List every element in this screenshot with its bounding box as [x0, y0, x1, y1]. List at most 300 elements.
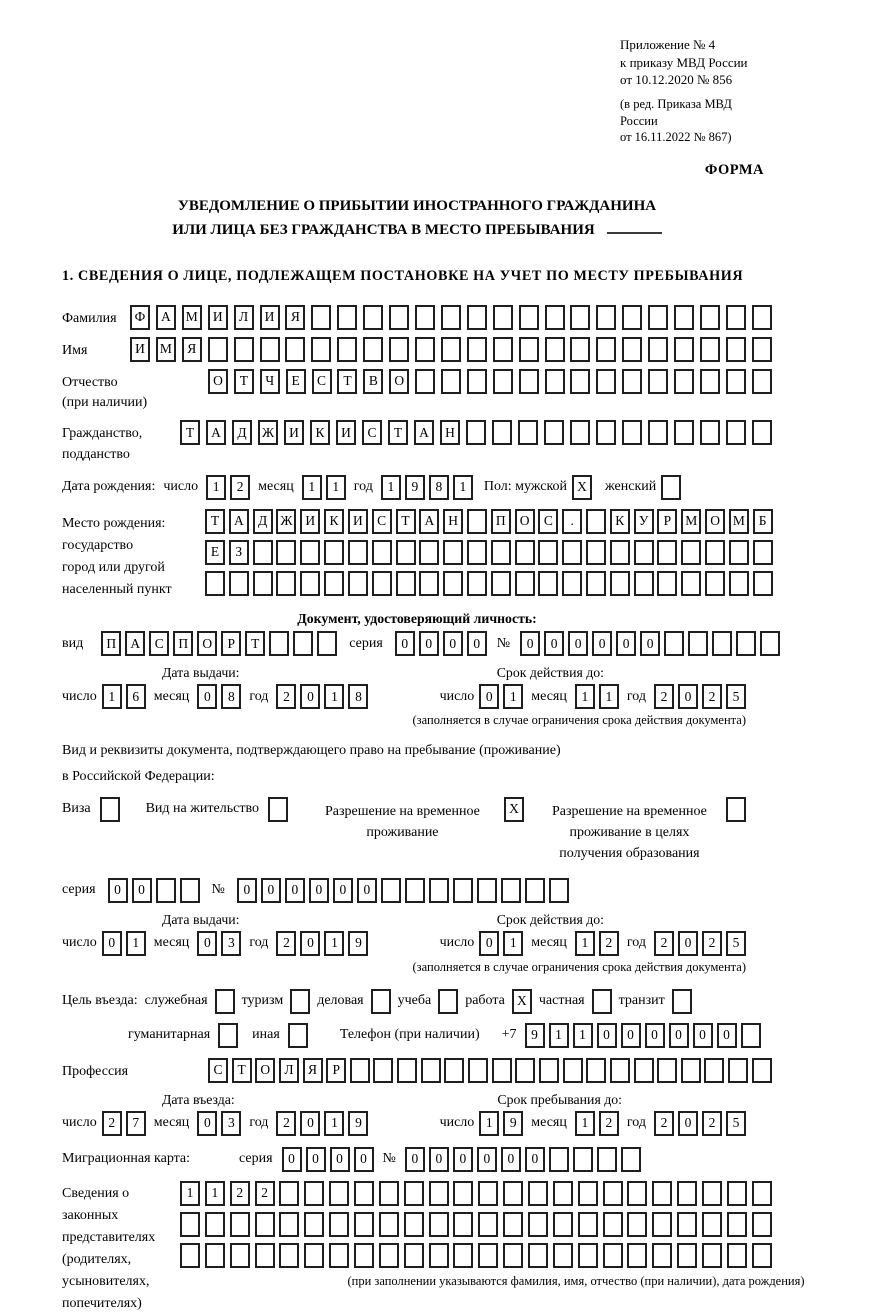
form-cell[interactable]	[702, 1181, 722, 1206]
form-cell[interactable]: 3	[221, 1111, 241, 1136]
form-cell[interactable]: 0	[197, 684, 217, 709]
form-cell[interactable]: Я	[182, 337, 202, 362]
form-cell[interactable]: 1	[453, 475, 473, 500]
form-cell[interactable]	[627, 1212, 647, 1237]
form-cell[interactable]	[300, 540, 320, 565]
form-cell[interactable]	[285, 337, 305, 362]
form-cell[interactable]	[215, 989, 235, 1014]
form-cell[interactable]: 0	[621, 1023, 641, 1048]
form-cell[interactable]: Н	[443, 509, 463, 534]
form-cell[interactable]	[329, 1243, 349, 1268]
form-cell[interactable]	[652, 1243, 672, 1268]
form-cell[interactable]	[578, 1181, 598, 1206]
form-cell[interactable]	[573, 1147, 593, 1172]
form-cell[interactable]	[596, 369, 616, 394]
form-cell[interactable]: 2	[654, 931, 674, 956]
form-cell[interactable]: М	[156, 337, 176, 362]
form-cell[interactable]	[726, 420, 746, 445]
form-cell[interactable]: 0	[395, 631, 415, 656]
form-cell[interactable]: 0	[300, 684, 320, 709]
form-cell[interactable]: И	[348, 509, 368, 534]
form-cell[interactable]: 3	[221, 931, 241, 956]
form-cell[interactable]	[381, 878, 401, 903]
form-cell[interactable]	[180, 1243, 200, 1268]
form-cell[interactable]	[363, 337, 383, 362]
form-cell[interactable]: 0	[479, 684, 499, 709]
form-cell[interactable]: 9	[525, 1023, 545, 1048]
form-cell[interactable]: П	[173, 631, 193, 656]
purpose-other-checkbox[interactable]	[288, 1023, 308, 1048]
form-cell[interactable]	[603, 1243, 623, 1268]
form-cell[interactable]: 0	[333, 878, 353, 903]
form-cell[interactable]	[467, 571, 487, 596]
form-cell[interactable]	[652, 1181, 672, 1206]
form-cell[interactable]	[549, 878, 569, 903]
form-cell[interactable]	[478, 1243, 498, 1268]
form-cell[interactable]	[700, 369, 720, 394]
form-cell[interactable]	[518, 420, 538, 445]
form-cell[interactable]: 2	[276, 1111, 296, 1136]
form-cell[interactable]	[389, 337, 409, 362]
form-cell[interactable]	[363, 305, 383, 330]
form-cell[interactable]: 0	[443, 631, 463, 656]
purpose-work-checkbox[interactable]	[512, 989, 532, 1014]
form-cell[interactable]: 0	[592, 631, 612, 656]
form-cell[interactable]: У	[634, 509, 654, 534]
form-cell[interactable]: О	[705, 509, 725, 534]
form-cell[interactable]	[337, 305, 357, 330]
form-cell[interactable]	[492, 1058, 512, 1083]
form-cell[interactable]: 2	[702, 1111, 722, 1136]
form-cell[interactable]	[441, 305, 461, 330]
form-cell[interactable]	[293, 631, 313, 656]
form-cell[interactable]	[493, 369, 513, 394]
form-cell[interactable]	[467, 369, 487, 394]
form-cell[interactable]	[279, 1212, 299, 1237]
form-cell[interactable]: М	[729, 509, 749, 534]
form-cell[interactable]	[752, 369, 772, 394]
form-cell[interactable]	[329, 1181, 349, 1206]
form-cell[interactable]	[586, 571, 606, 596]
form-cell[interactable]	[429, 1243, 449, 1268]
form-cell[interactable]: 0	[520, 631, 540, 656]
form-cell[interactable]	[553, 1181, 573, 1206]
form-cell[interactable]: С	[312, 369, 332, 394]
form-cell[interactable]: 6	[126, 684, 146, 709]
form-cell[interactable]	[627, 1243, 647, 1268]
form-cell[interactable]: Д	[253, 509, 273, 534]
form-cell[interactable]: 9	[348, 1111, 368, 1136]
form-cell[interactable]: Т	[232, 1058, 252, 1083]
form-cell[interactable]: 1	[479, 1111, 499, 1136]
form-cell[interactable]	[415, 337, 435, 362]
form-cell[interactable]	[180, 1212, 200, 1237]
form-cell[interactable]	[519, 305, 539, 330]
sex-female-checkbox[interactable]	[661, 475, 681, 500]
form-cell[interactable]	[586, 509, 606, 534]
form-cell[interactable]	[491, 571, 511, 596]
form-cell[interactable]	[545, 369, 565, 394]
form-cell[interactable]	[674, 305, 694, 330]
form-cell[interactable]	[269, 631, 289, 656]
form-cell[interactable]	[648, 420, 668, 445]
form-cell[interactable]	[712, 631, 732, 656]
form-cell[interactable]: 0	[678, 931, 698, 956]
form-cell[interactable]: Ж	[276, 509, 296, 534]
form-cell[interactable]	[255, 1243, 275, 1268]
form-cell[interactable]: 0	[419, 631, 439, 656]
form-cell[interactable]: 0	[237, 878, 257, 903]
form-cell[interactable]	[208, 337, 228, 362]
form-cell[interactable]: О	[197, 631, 217, 656]
option-temp-residence-checkbox[interactable]	[504, 797, 524, 822]
form-cell[interactable]: Е	[205, 540, 225, 565]
purpose-humanitarian-checkbox[interactable]	[218, 1023, 238, 1048]
form-cell[interactable]: 1	[180, 1181, 200, 1206]
form-cell[interactable]	[279, 1181, 299, 1206]
form-cell[interactable]: И	[260, 305, 280, 330]
form-cell[interactable]: 2	[230, 475, 250, 500]
form-cell[interactable]: Л	[234, 305, 254, 330]
form-cell[interactable]	[443, 571, 463, 596]
form-cell[interactable]	[372, 571, 392, 596]
form-cell[interactable]: В	[363, 369, 383, 394]
form-cell[interactable]: 0	[108, 878, 128, 903]
form-cell[interactable]	[453, 1181, 473, 1206]
form-cell[interactable]: 0	[300, 931, 320, 956]
option-temp-residence-edu-checkbox[interactable]	[726, 797, 746, 822]
form-cell[interactable]: 0	[544, 631, 564, 656]
sex-male-checkbox[interactable]	[572, 475, 592, 500]
form-cell[interactable]	[205, 1243, 225, 1268]
form-cell[interactable]: 1	[575, 684, 595, 709]
form-cell[interactable]	[586, 540, 606, 565]
form-cell[interactable]	[205, 571, 225, 596]
form-cell[interactable]: Я	[285, 305, 305, 330]
form-cell[interactable]: 2	[276, 684, 296, 709]
form-cell[interactable]	[553, 1243, 573, 1268]
form-cell[interactable]	[493, 337, 513, 362]
form-cell[interactable]	[621, 1147, 641, 1172]
form-cell[interactable]	[304, 1181, 324, 1206]
form-cell[interactable]	[515, 1058, 535, 1083]
form-cell[interactable]	[596, 420, 616, 445]
form-cell[interactable]	[727, 1212, 747, 1237]
form-cell[interactable]	[478, 1212, 498, 1237]
form-cell[interactable]: И	[284, 420, 304, 445]
form-cell[interactable]: 0	[197, 1111, 217, 1136]
form-cell[interactable]	[700, 337, 720, 362]
form-cell[interactable]: 1	[503, 931, 523, 956]
form-cell[interactable]	[453, 1243, 473, 1268]
form-cell[interactable]	[453, 1212, 473, 1237]
form-cell[interactable]	[354, 1243, 374, 1268]
form-cell[interactable]: А	[156, 305, 176, 330]
form-cell[interactable]	[674, 420, 694, 445]
form-cell[interactable]: 5	[726, 931, 746, 956]
form-cell[interactable]	[255, 1212, 275, 1237]
form-cell[interactable]: Т	[245, 631, 265, 656]
form-cell[interactable]: И	[130, 337, 150, 362]
form-cell[interactable]	[492, 420, 512, 445]
form-cell[interactable]: 0	[261, 878, 281, 903]
form-cell[interactable]	[728, 1058, 748, 1083]
form-cell[interactable]: 1	[324, 684, 344, 709]
form-cell[interactable]	[300, 571, 320, 596]
form-cell[interactable]	[705, 571, 725, 596]
form-cell[interactable]	[596, 337, 616, 362]
form-cell[interactable]: А	[125, 631, 145, 656]
form-cell[interactable]: О	[255, 1058, 275, 1083]
form-cell[interactable]	[752, 1058, 772, 1083]
form-cell[interactable]: 1	[324, 931, 344, 956]
option-residence-permit-checkbox[interactable]	[268, 797, 288, 822]
form-cell[interactable]	[354, 1181, 374, 1206]
form-cell[interactable]	[634, 571, 654, 596]
form-cell[interactable]: 0	[282, 1147, 302, 1172]
form-cell[interactable]: И	[336, 420, 356, 445]
form-cell[interactable]	[726, 797, 746, 822]
form-cell[interactable]	[491, 540, 511, 565]
form-cell[interactable]	[563, 1058, 583, 1083]
form-cell[interactable]	[304, 1243, 324, 1268]
form-cell[interactable]	[752, 1243, 772, 1268]
form-cell[interactable]	[429, 1181, 449, 1206]
form-cell[interactable]	[545, 337, 565, 362]
form-cell[interactable]: 1	[126, 931, 146, 956]
form-cell[interactable]	[389, 305, 409, 330]
form-cell[interactable]	[466, 420, 486, 445]
form-cell[interactable]	[477, 878, 497, 903]
form-cell[interactable]: 1	[102, 684, 122, 709]
form-cell[interactable]	[348, 571, 368, 596]
form-cell[interactable]	[253, 540, 273, 565]
form-cell[interactable]: Т	[388, 420, 408, 445]
form-cell[interactable]	[727, 1243, 747, 1268]
form-cell[interactable]	[205, 1212, 225, 1237]
form-cell[interactable]: 1	[575, 1111, 595, 1136]
form-cell[interactable]: Р	[326, 1058, 346, 1083]
form-cell[interactable]	[438, 989, 458, 1014]
form-cell[interactable]	[752, 420, 772, 445]
form-cell[interactable]	[596, 305, 616, 330]
form-cell[interactable]: 0	[693, 1023, 713, 1048]
form-cell[interactable]: 0	[132, 878, 152, 903]
form-cell[interactable]	[538, 540, 558, 565]
form-cell[interactable]	[562, 540, 582, 565]
form-cell[interactable]	[741, 1023, 761, 1048]
form-cell[interactable]	[700, 420, 720, 445]
form-cell[interactable]	[586, 1058, 606, 1083]
form-cell[interactable]	[704, 1058, 724, 1083]
form-cell[interactable]	[570, 305, 590, 330]
form-cell[interactable]	[622, 305, 642, 330]
form-cell[interactable]	[677, 1212, 697, 1237]
form-cell[interactable]	[311, 305, 331, 330]
option-visa-checkbox[interactable]	[100, 797, 120, 822]
form-cell[interactable]: X	[572, 475, 592, 500]
form-cell[interactable]: 2	[654, 684, 674, 709]
form-cell[interactable]: 0	[477, 1147, 497, 1172]
form-cell[interactable]: 0	[717, 1023, 737, 1048]
form-cell[interactable]	[726, 369, 746, 394]
form-cell[interactable]	[372, 540, 392, 565]
form-cell[interactable]: Т	[180, 420, 200, 445]
form-cell[interactable]	[657, 540, 677, 565]
form-cell[interactable]	[545, 305, 565, 330]
form-cell[interactable]	[290, 989, 310, 1014]
form-cell[interactable]: 5	[726, 684, 746, 709]
form-cell[interactable]: 1	[599, 684, 619, 709]
form-cell[interactable]	[627, 1181, 647, 1206]
form-cell[interactable]	[279, 1243, 299, 1268]
form-cell[interactable]	[610, 571, 630, 596]
form-cell[interactable]: 1	[503, 684, 523, 709]
form-cell[interactable]: 0	[669, 1023, 689, 1048]
form-cell[interactable]	[348, 540, 368, 565]
form-cell[interactable]: 2	[599, 931, 619, 956]
form-cell[interactable]: 1	[206, 475, 226, 500]
form-cell[interactable]: 2	[702, 931, 722, 956]
form-cell[interactable]	[677, 1243, 697, 1268]
form-cell[interactable]	[674, 337, 694, 362]
form-cell[interactable]	[657, 571, 677, 596]
form-cell[interactable]: С	[208, 1058, 228, 1083]
form-cell[interactable]	[419, 571, 439, 596]
form-cell[interactable]	[705, 540, 725, 565]
form-cell[interactable]	[539, 1058, 559, 1083]
form-cell[interactable]	[648, 369, 668, 394]
form-cell[interactable]	[443, 540, 463, 565]
form-cell[interactable]	[329, 1212, 349, 1237]
form-cell[interactable]	[664, 631, 684, 656]
form-cell[interactable]	[229, 571, 249, 596]
form-cell[interactable]	[553, 1212, 573, 1237]
form-cell[interactable]	[562, 571, 582, 596]
form-cell[interactable]	[610, 540, 630, 565]
form-cell[interactable]: 0	[300, 1111, 320, 1136]
form-cell[interactable]	[736, 631, 756, 656]
form-cell[interactable]	[429, 878, 449, 903]
form-cell[interactable]	[603, 1212, 623, 1237]
form-cell[interactable]	[700, 305, 720, 330]
form-cell[interactable]	[528, 1181, 548, 1206]
form-cell[interactable]	[657, 1058, 677, 1083]
purpose-private-checkbox[interactable]	[592, 989, 612, 1014]
form-cell[interactable]: X	[512, 989, 532, 1014]
form-cell[interactable]: 0	[479, 931, 499, 956]
purpose-transit-checkbox[interactable]	[672, 989, 692, 1014]
form-cell[interactable]	[727, 1181, 747, 1206]
form-cell[interactable]: 2	[599, 1111, 619, 1136]
form-cell[interactable]	[702, 1212, 722, 1237]
form-cell[interactable]: 2	[276, 931, 296, 956]
form-cell[interactable]	[648, 337, 668, 362]
form-cell[interactable]: 1	[381, 475, 401, 500]
form-cell[interactable]	[578, 1212, 598, 1237]
form-cell[interactable]	[610, 1058, 630, 1083]
form-cell[interactable]: 2	[702, 684, 722, 709]
form-cell[interactable]	[674, 369, 694, 394]
form-cell[interactable]: 0	[453, 1147, 473, 1172]
form-cell[interactable]: Ж	[258, 420, 278, 445]
form-cell[interactable]: 0	[501, 1147, 521, 1172]
form-cell[interactable]	[156, 878, 176, 903]
form-cell[interactable]: X	[504, 797, 524, 822]
form-cell[interactable]	[592, 989, 612, 1014]
form-cell[interactable]	[421, 1058, 441, 1083]
form-cell[interactable]	[288, 1023, 308, 1048]
form-cell[interactable]: К	[310, 420, 330, 445]
form-cell[interactable]	[544, 420, 564, 445]
form-cell[interactable]: Ф	[130, 305, 150, 330]
form-cell[interactable]	[379, 1181, 399, 1206]
form-cell[interactable]	[467, 305, 487, 330]
form-cell[interactable]	[230, 1212, 250, 1237]
form-cell[interactable]	[752, 337, 772, 362]
form-cell[interactable]: 0	[640, 631, 660, 656]
form-cell[interactable]	[753, 540, 773, 565]
form-cell[interactable]	[100, 797, 120, 822]
form-cell[interactable]	[578, 1243, 598, 1268]
form-cell[interactable]	[503, 1243, 523, 1268]
form-cell[interactable]	[753, 571, 773, 596]
form-cell[interactable]	[467, 540, 487, 565]
form-cell[interactable]: О	[389, 369, 409, 394]
form-cell[interactable]	[503, 1181, 523, 1206]
form-cell[interactable]: Т	[234, 369, 254, 394]
form-cell[interactable]	[324, 571, 344, 596]
form-cell[interactable]	[681, 571, 701, 596]
form-cell[interactable]: С	[372, 509, 392, 534]
form-cell[interactable]: 2	[230, 1181, 250, 1206]
form-cell[interactable]	[519, 337, 539, 362]
form-cell[interactable]: 2	[654, 1111, 674, 1136]
form-cell[interactable]	[253, 571, 273, 596]
form-cell[interactable]	[396, 571, 416, 596]
form-cell[interactable]: 1	[324, 1111, 344, 1136]
form-cell[interactable]	[622, 337, 642, 362]
form-cell[interactable]: М	[681, 509, 701, 534]
form-cell[interactable]	[276, 540, 296, 565]
form-cell[interactable]: М	[182, 305, 202, 330]
form-cell[interactable]	[397, 1058, 417, 1083]
form-cell[interactable]: 9	[405, 475, 425, 500]
form-cell[interactable]	[379, 1243, 399, 1268]
form-cell[interactable]	[603, 1181, 623, 1206]
form-cell[interactable]	[688, 631, 708, 656]
form-cell[interactable]: Л	[279, 1058, 299, 1083]
form-cell[interactable]: 0	[678, 684, 698, 709]
form-cell[interactable]: 0	[197, 931, 217, 956]
form-cell[interactable]	[405, 878, 425, 903]
form-cell[interactable]: Е	[286, 369, 306, 394]
form-cell[interactable]: 2	[102, 1111, 122, 1136]
form-cell[interactable]: 0	[309, 878, 329, 903]
form-cell[interactable]	[538, 571, 558, 596]
form-cell[interactable]: 0	[597, 1023, 617, 1048]
form-cell[interactable]	[350, 1058, 370, 1083]
form-cell[interactable]: О	[515, 509, 535, 534]
form-cell[interactable]	[503, 1212, 523, 1237]
form-cell[interactable]: 1	[302, 475, 322, 500]
form-cell[interactable]	[419, 540, 439, 565]
form-cell[interactable]: Р	[221, 631, 241, 656]
form-cell[interactable]: П	[491, 509, 511, 534]
form-cell[interactable]: .	[562, 509, 582, 534]
form-cell[interactable]	[752, 305, 772, 330]
form-cell[interactable]	[230, 1243, 250, 1268]
